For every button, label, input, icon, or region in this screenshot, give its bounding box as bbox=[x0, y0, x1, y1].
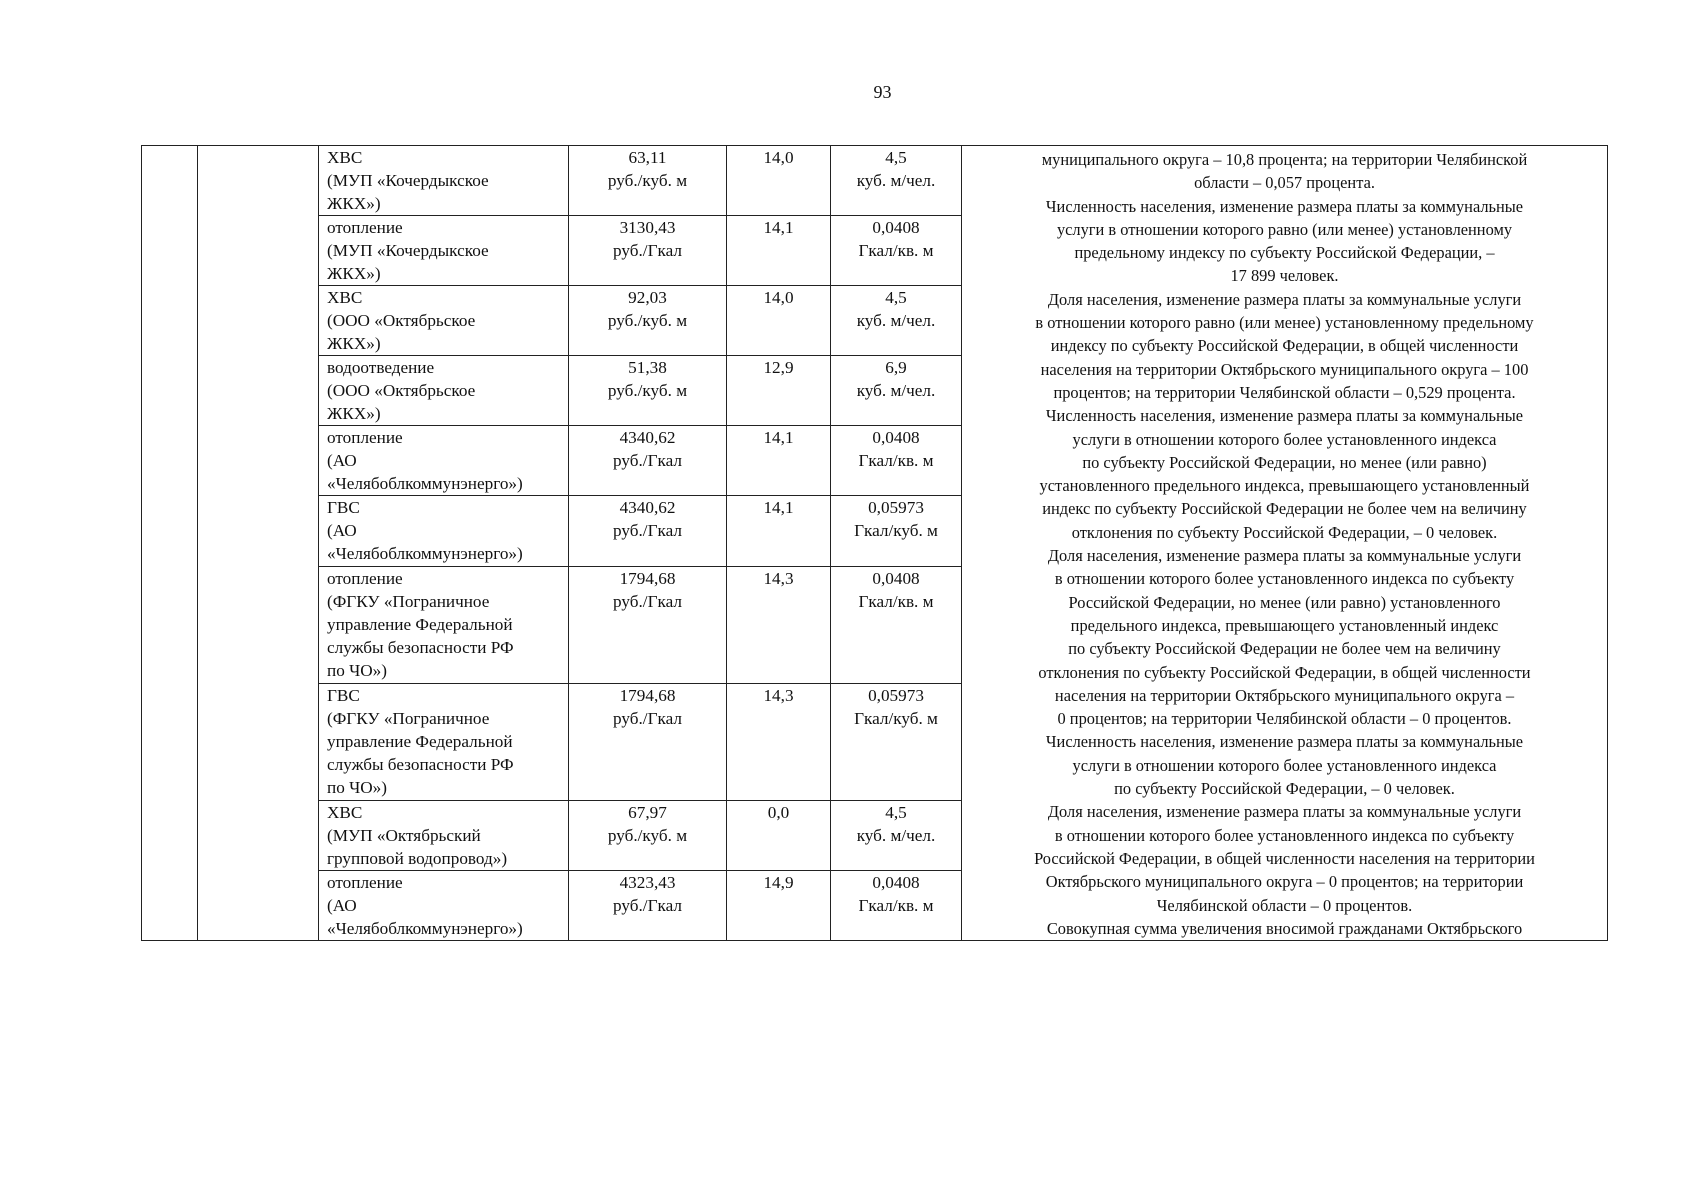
tariff-cell-line: руб./Гкал bbox=[613, 591, 682, 611]
note-line: Совокупная сумма увеличения вносимой гражданами Октябрьского bbox=[1046, 918, 1523, 938]
note-line: индексу по субъекту Российской Федерации, в общей численности bbox=[1050, 336, 1519, 356]
note-line: индекс по субъекту Российской Федерации не более чем на величину bbox=[1042, 499, 1527, 519]
service-cell-line: управление Федеральной bbox=[327, 731, 513, 751]
norm-cell-line: куб. м/чел. bbox=[856, 381, 936, 401]
tariff-cell-line: руб./куб. м bbox=[607, 311, 688, 331]
norm-cell-line: куб. м/чел. bbox=[856, 311, 936, 331]
note-line: услуги в отношении которого равно (или менее) установленному bbox=[1056, 219, 1513, 239]
index-cell-value: 14,0 bbox=[763, 288, 794, 308]
norm-cell-line: 4,5 bbox=[885, 802, 907, 822]
note-line: по субъекту Российской Федерации, но менее (или равно) bbox=[1082, 452, 1487, 472]
service-cell-line: отопление bbox=[327, 872, 403, 892]
index-cell bbox=[727, 356, 831, 426]
norm-cell-line: куб. м/чел. bbox=[856, 171, 936, 190]
tariff-cell-line: 63,11 bbox=[628, 148, 667, 167]
norm-cell-line: 0,05973 bbox=[868, 498, 924, 518]
norm-cell-line: 0,0408 bbox=[872, 218, 920, 238]
service-cell-line: «Челябоблкоммунэнерго») bbox=[327, 918, 523, 938]
service-cell bbox=[319, 146, 569, 216]
note-line: процентов; на территории Челябинской области – 0,529 процента. bbox=[1053, 382, 1516, 402]
norm-cell bbox=[831, 286, 962, 356]
norm-cell bbox=[831, 683, 962, 800]
note-line: услуги в отношении которого более установленного индекса bbox=[1072, 429, 1497, 449]
service-cell-line: водоотведение bbox=[327, 358, 435, 378]
tariff-cell-line: 4340,62 bbox=[619, 428, 676, 448]
tariff-cell-line: руб./Гкал bbox=[613, 241, 682, 261]
service-cell-line: (ООО «Октябрьское bbox=[327, 381, 476, 401]
norm-cell-line: куб. м/чел. bbox=[856, 825, 936, 845]
service-cell-line: (ООО «Октябрьское bbox=[327, 311, 476, 331]
service-cell-line: (ФГКУ «Пограничное bbox=[327, 591, 490, 611]
service-cell-line: службы безопасности РФ bbox=[327, 637, 514, 657]
tariff-cell-line: 67,97 bbox=[628, 802, 667, 822]
norm-cell-line: 4,5 bbox=[885, 288, 907, 308]
page-number: 93 bbox=[873, 82, 892, 102]
index-cell-value: 14,3 bbox=[763, 568, 794, 588]
service-cell bbox=[319, 566, 569, 683]
tariff-cell bbox=[569, 286, 727, 356]
service-cell bbox=[319, 286, 569, 356]
service-cell-line: управление Федеральной bbox=[327, 614, 513, 634]
norm-cell-line: 6,9 bbox=[885, 358, 907, 378]
note-line: населения на территории Октябрьского муниципального округа – bbox=[1054, 685, 1515, 705]
index-cell-value: 14,1 bbox=[763, 498, 794, 518]
tariff-cell bbox=[569, 356, 727, 426]
service-cell bbox=[319, 800, 569, 870]
tariff-cell-line: руб./Гкал bbox=[613, 895, 682, 915]
service-cell-line: (МУП «Октябрьский bbox=[327, 825, 481, 845]
service-cell-line: по ЧО») bbox=[327, 660, 387, 680]
service-cell-line: (ФГКУ «Пограничное bbox=[327, 708, 490, 728]
tariff-cell bbox=[569, 146, 727, 216]
tariff-cell-line: руб./куб. м bbox=[607, 171, 688, 190]
note-line: Численность населения, изменение размера платы за коммунальные bbox=[1045, 406, 1524, 426]
note-line: муниципального округа – 10,8 процента; на территории Челябинской bbox=[1041, 150, 1528, 169]
note-line: 0 процентов; на территории Челябинской области – 0 процентов. bbox=[1057, 709, 1512, 729]
notes-cell bbox=[962, 146, 1608, 941]
norm-cell bbox=[831, 426, 962, 496]
norm-cell-line: 0,05973 bbox=[868, 685, 924, 705]
tariff-cell bbox=[569, 496, 727, 566]
note-line: установленного предельного индекса, превышающего установленный bbox=[1039, 476, 1530, 496]
service-cell-line: (АО bbox=[327, 521, 357, 541]
service-cell-line: отопление bbox=[327, 568, 403, 588]
table-body bbox=[142, 146, 1608, 941]
empty-municipality-cell bbox=[198, 146, 319, 941]
norm-cell bbox=[831, 870, 962, 940]
note-line: Численность населения, изменение размера платы за коммунальные bbox=[1045, 732, 1524, 752]
note-line: Октябрьского муниципального округа – 0 процентов; на территории bbox=[1045, 872, 1524, 892]
norm-cell-line: 0,0408 bbox=[872, 568, 920, 588]
tariff-cell-line: руб./куб. м bbox=[607, 825, 688, 845]
service-cell bbox=[319, 683, 569, 800]
note-line: области – 0,057 процента. bbox=[1194, 173, 1375, 193]
index-cell bbox=[727, 426, 831, 496]
service-cell bbox=[319, 496, 569, 566]
note-line: по субъекту Российской Федерации не более чем на величину bbox=[1068, 639, 1501, 659]
tariff-cell-line: 4323,43 bbox=[619, 872, 676, 892]
tariff-cell bbox=[569, 426, 727, 496]
index-cell bbox=[727, 683, 831, 800]
tariff-cell-line: 92,03 bbox=[628, 288, 667, 308]
norm-cell bbox=[831, 356, 962, 426]
service-cell-line: ЖКХ») bbox=[327, 194, 381, 213]
norm-cell-line: 0,0408 bbox=[872, 872, 920, 892]
norm-cell bbox=[831, 146, 962, 216]
norm-cell-line: Гкал/кв. м bbox=[858, 591, 934, 611]
service-cell-line: отопление bbox=[327, 428, 403, 448]
note-line: в отношении которого более установленного индекса по субъекту bbox=[1054, 569, 1515, 589]
service-cell-line: «Челябоблкоммунэнерго») bbox=[327, 544, 523, 564]
norm-cell-line: Гкал/кв. м bbox=[858, 451, 934, 471]
service-cell-line: ЖКХ») bbox=[327, 334, 381, 354]
tariff-cell-line: руб./Гкал bbox=[613, 708, 682, 728]
service-cell-line: ХВС bbox=[327, 148, 363, 167]
note-line: по субъекту Российской Федерации, – 0 человек. bbox=[1114, 779, 1455, 799]
tariff-cell-line: 51,38 bbox=[628, 358, 667, 378]
service-cell-line: по ЧО») bbox=[327, 777, 387, 797]
service-cell-line: «Челябоблкоммунэнерго») bbox=[327, 474, 523, 494]
index-cell bbox=[727, 146, 831, 216]
norm-cell bbox=[831, 496, 962, 566]
norm-cell bbox=[831, 216, 962, 286]
service-cell-line: групповой водопровод») bbox=[327, 848, 508, 868]
tariff-cell-line: 1794,68 bbox=[619, 568, 676, 588]
service-cell-line: ХВС bbox=[327, 288, 363, 308]
note-line: предельному индексу по субъекту Российской Федерации, – bbox=[1074, 243, 1495, 263]
tariff-cell bbox=[569, 800, 727, 870]
note-line: Доля населения, изменение размера платы за коммунальные услуги bbox=[1047, 802, 1522, 822]
index-cell-value: 12,9 bbox=[763, 358, 794, 378]
note-line: Российской Федерации, но менее (или равно) установленного bbox=[1068, 592, 1501, 612]
service-cell bbox=[319, 870, 569, 940]
service-cell-line: службы безопасности РФ bbox=[327, 754, 514, 774]
index-cell-value: 14,1 bbox=[763, 218, 794, 238]
note-line: Российской Федерации, в общей численности населения на территории bbox=[1034, 848, 1535, 868]
norm-cell-line: Гкал/кв. м bbox=[858, 895, 934, 915]
table-row bbox=[142, 146, 1608, 216]
note-line: 17 899 человек. bbox=[1230, 266, 1339, 286]
norm-cell-line: Гкал/куб. м bbox=[854, 521, 938, 541]
index-cell bbox=[727, 496, 831, 566]
index-cell-value: 14,9 bbox=[763, 872, 794, 892]
note-line: услуги в отношении которого более установленного индекса bbox=[1072, 755, 1497, 775]
norm-cell-line: Гкал/куб. м bbox=[854, 708, 938, 728]
service-cell-line: (МУП «Кочердыкское bbox=[327, 241, 489, 261]
tariff-cell-line: руб./Гкал bbox=[613, 521, 682, 541]
service-cell-line: отопление bbox=[327, 218, 403, 238]
index-cell bbox=[727, 800, 831, 870]
note-line: в отношении которого более установленного индекса по субъекту bbox=[1054, 825, 1515, 845]
note-line: населения на территории Октябрьского муниципального округа – 100 bbox=[1040, 359, 1529, 379]
tariff-cell bbox=[569, 870, 727, 940]
index-cell-value: 14,1 bbox=[763, 428, 794, 448]
service-cell bbox=[319, 356, 569, 426]
service-cell-line: ЖКХ») bbox=[327, 404, 381, 424]
tariff-cell bbox=[569, 216, 727, 286]
service-cell-line: (АО bbox=[327, 451, 357, 471]
note-line: Челябинской области – 0 процентов. bbox=[1156, 895, 1413, 915]
norm-cell-line: 4,5 bbox=[885, 148, 907, 167]
service-cell-line: ЖКХ») bbox=[327, 264, 381, 284]
note-line: отклонения по субъекту Российской Федерации, в общей численности bbox=[1038, 662, 1531, 682]
index-cell bbox=[727, 216, 831, 286]
note-line: отклонения по субъекту Российской Федерации, – 0 человек. bbox=[1071, 522, 1498, 542]
index-cell bbox=[727, 870, 831, 940]
empty-number-cell bbox=[142, 146, 198, 941]
service-cell bbox=[319, 216, 569, 286]
index-cell-value: 0,0 bbox=[767, 802, 790, 822]
index-cell bbox=[727, 286, 831, 356]
note-line: Доля населения, изменение размера платы за коммунальные услуги bbox=[1047, 289, 1522, 309]
norm-cell-line: Гкал/кв. м bbox=[858, 241, 934, 261]
service-cell-line: ГВС bbox=[327, 498, 360, 518]
service-cell-line: ХВС bbox=[327, 802, 363, 822]
service-cell-line: (МУП «Кочердыкское bbox=[327, 171, 489, 190]
norm-cell bbox=[831, 566, 962, 683]
tariff-cell-line: 3130,43 bbox=[619, 218, 676, 238]
tariff-cell bbox=[569, 683, 727, 800]
norm-cell bbox=[831, 800, 962, 870]
tariff-cell-line: руб./куб. м bbox=[607, 381, 688, 401]
note-line: предельного индекса, превышающего установленный индекс bbox=[1070, 615, 1499, 635]
norm-cell-line: 0,0408 bbox=[872, 428, 920, 448]
service-cell-line: ГВС bbox=[327, 685, 360, 705]
tariff-table bbox=[141, 145, 1608, 941]
index-cell-value: 14,3 bbox=[763, 685, 794, 705]
tariff-cell bbox=[569, 566, 727, 683]
service-cell-line: (АО bbox=[327, 895, 357, 915]
index-cell-value: 14,0 bbox=[763, 148, 794, 167]
tariff-cell-line: 1794,68 bbox=[619, 685, 676, 705]
service-cell bbox=[319, 426, 569, 496]
index-cell bbox=[727, 566, 831, 683]
tariff-cell-line: руб./Гкал bbox=[613, 451, 682, 471]
note-line: Доля населения, изменение размера платы за коммунальные услуги bbox=[1047, 546, 1522, 566]
note-line: Численность населения, изменение размера платы за коммунальные bbox=[1045, 196, 1524, 216]
tariff-cell-line: 4340,62 bbox=[619, 498, 676, 518]
note-line: в отношении которого равно (или менее) установленному предельному bbox=[1035, 313, 1534, 333]
